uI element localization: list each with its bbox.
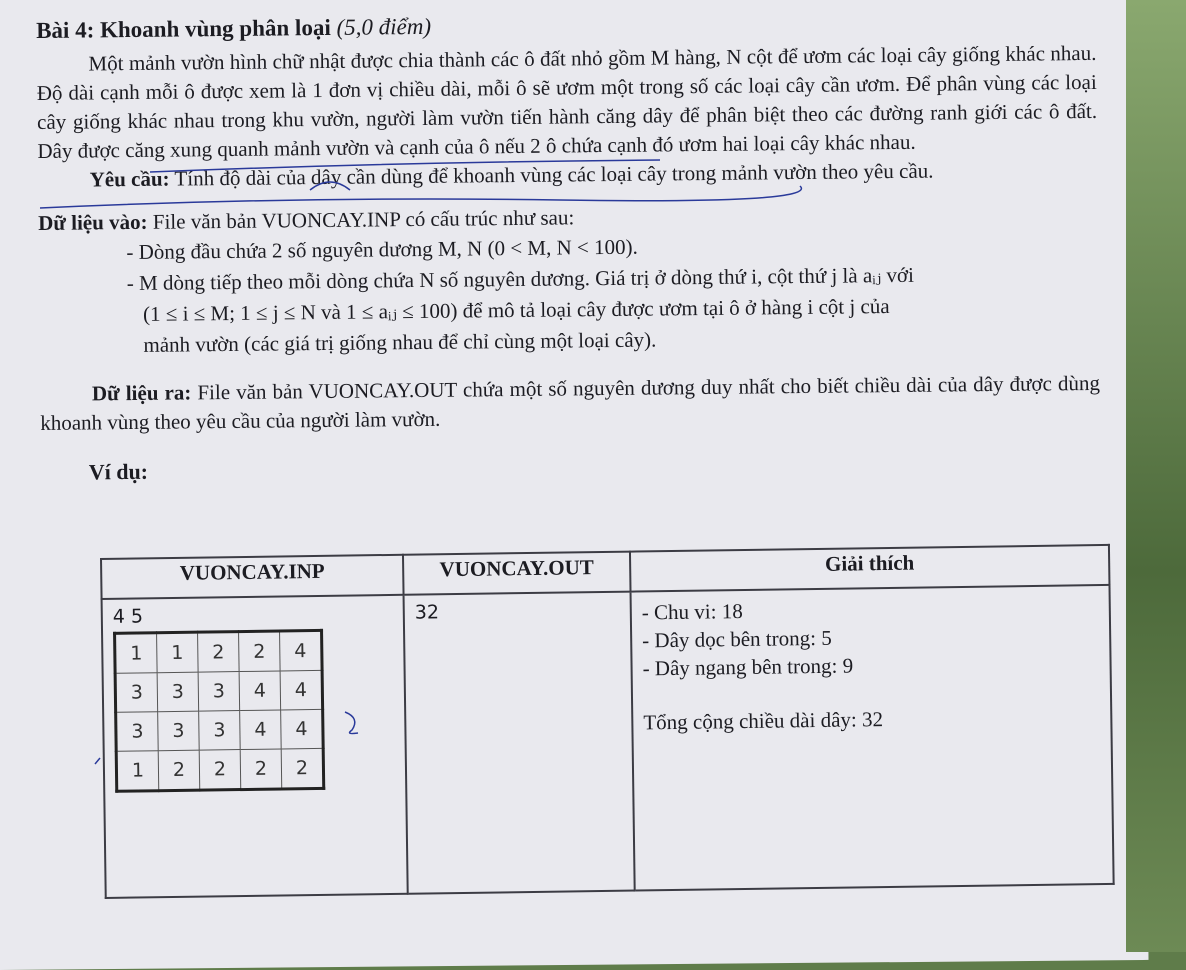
grid-cell: 4 xyxy=(281,709,324,749)
grid-cell: 3 xyxy=(115,673,158,713)
input-label: Dữ liệu vào: xyxy=(38,209,148,235)
input-line-3: (1 ≤ i ≤ M; 1 ≤ j ≤ N và 1 ≤ aᵢⱼ ≤ 100) để mô tả loại cây được ươm tại ô ở hàng i cột j của xyxy=(142,294,890,326)
pen-underline xyxy=(150,160,660,172)
grid-cell: 4 xyxy=(280,670,323,710)
explanation-line: - Chu vi: 18 xyxy=(641,599,743,625)
output-text: File văn bản VUONCAY.OUT chứa một số nguyên dương duy nhất cho biết chiều dài của dây được dùng khoanh vùng theo yêu cầu của người làm vườn. xyxy=(40,370,1101,435)
requirement-text: Tính độ dài của dây cần dùng để khoanh vùng các loại cây trong mảnh vườn theo yêu cầu. xyxy=(174,158,934,191)
header-input: VUONCAY.INP xyxy=(101,555,404,599)
grid-cell: 3 xyxy=(198,672,240,712)
grid-cell: 3 xyxy=(199,711,241,751)
explanation-total: Tổng cộng chiều dài dây: 32 xyxy=(643,707,884,735)
input-line-2: - M dòng tiếp theo mỗi dòng chứa N số nguyên dương. Giá trị ở dòng thứ i, cột thứ j là aᵢⱼ với xyxy=(126,262,915,296)
problem-paragraph: Một mảnh vườn hình chữ nhật được chia thành các ô đất nhỏ gồm M hàng, N cột để ươm các loại cây giống khác nhau. Độ dài cạnh mỗi ô được xem là 1 đơn vị chiều dài, mỗi ô sẽ ươm một trong số các loại cây cần ươm. Để phân vùng các loại cây giống khác nhau trong khu vườn, người làm vườn tiến hành căng dây để phân biệt theo các đường ranh giới các ô đất. Dây được căng xung quanh mảnh vườn và cạnh của ô nếu 2 ô chứa cạnh đó ươm hai loại cây khác nhau. xyxy=(36,40,1098,163)
header-output: VUONCAY.OUT xyxy=(403,552,631,595)
title-text: Bài 4: Khoanh vùng phân loại xyxy=(36,14,331,43)
grid-cell: 3 xyxy=(158,711,200,751)
example-label: Ví dụ: xyxy=(88,458,149,485)
grid-cell: 3 xyxy=(116,712,159,752)
input-text: File văn bản VUONCAY.INP có cấu trúc như sau: xyxy=(152,205,575,234)
grid-cell: 1 xyxy=(157,632,199,673)
input-line-4: mảnh vườn (các giá trị giống nhau để chỉ cùng một loại cây). xyxy=(143,327,657,357)
grid-cell: 2 xyxy=(198,632,240,673)
grid-cell: 4 xyxy=(240,710,282,750)
grid-cell: 1 xyxy=(116,751,159,792)
grid-cell: 2 xyxy=(281,748,324,789)
grid-cell: 2 xyxy=(158,750,200,791)
grid-cell: 4 xyxy=(239,671,281,711)
pen-underline xyxy=(40,186,801,208)
points-text: (5,0 điểm) xyxy=(336,13,432,40)
explanation-line: - Dây dọc bên trong: 5 xyxy=(642,625,832,653)
grid-cell: 2 xyxy=(240,749,282,790)
grid-cell: 3 xyxy=(157,672,199,712)
output-label: Dữ liệu ra: xyxy=(91,380,192,406)
grid-cell: 4 xyxy=(280,630,323,671)
pen-tick xyxy=(95,758,100,764)
explanation-line: - Dây ngang bên trong: 9 xyxy=(642,653,854,681)
input-first-line: 4 5 xyxy=(112,605,144,628)
header-explanation: Giải thích xyxy=(630,545,1110,592)
pen-circle-mark xyxy=(310,182,350,190)
grid-cell: 2 xyxy=(199,750,241,791)
pen-scribble xyxy=(345,712,358,734)
output-value: 32 xyxy=(414,601,440,624)
grid-cell: 1 xyxy=(115,633,158,674)
grid-cell: 2 xyxy=(239,631,281,672)
requirement-label: Yêu cầu: xyxy=(89,166,170,192)
input-line-1: - Dòng đầu chứa 2 số nguyên dương M, N (0 < M, N < 100). xyxy=(126,234,638,265)
